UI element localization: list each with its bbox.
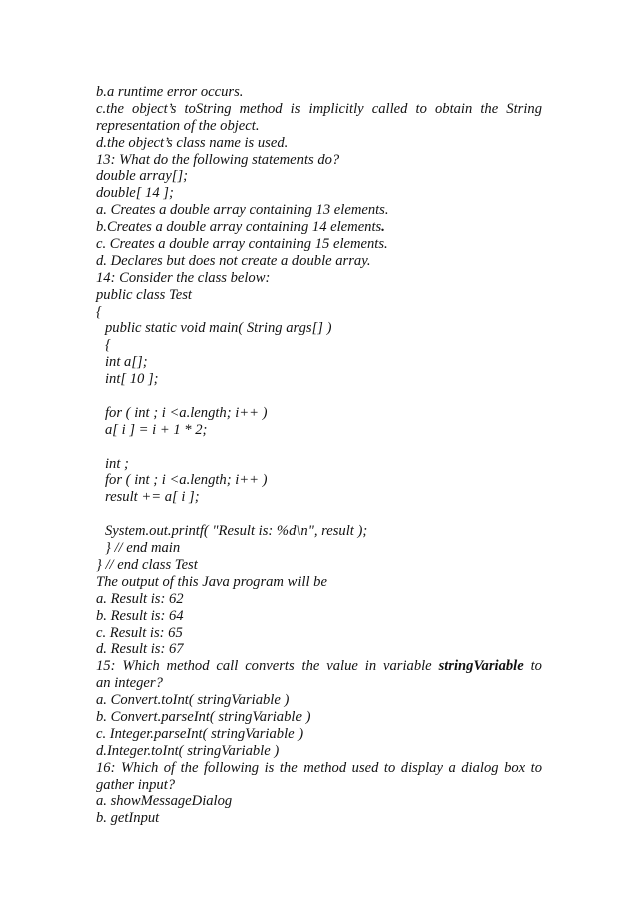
answer-option: c.the object’s toString method is implicitly called to obtain the String (96, 100, 542, 117)
answer-option (96, 219, 542, 236)
answer-option: d. Result is: 67 (96, 641, 184, 658)
code-line: public class Test (96, 286, 192, 303)
answer-option: d. Declares but does not create a double array. (96, 252, 371, 269)
answer-text: b.Creates a double array containing 14 elements (96, 219, 382, 236)
question-14: 14: Consider the class below: (96, 269, 271, 286)
code-line: a[ i ] = i + 1 * 2; (105, 421, 208, 438)
quiz-text (96, 84, 542, 827)
answer-option: c. Creates a double array containing 15 elements. (96, 236, 388, 253)
blank-line (96, 506, 542, 523)
answer-option: a. showMessageDialog (96, 793, 233, 810)
question-16-continuation: gather input? (96, 776, 176, 793)
answer-option-continuation: representation of the object. (96, 117, 260, 134)
question-16: 16: Which of the following is the method used to display a dialog box to (96, 759, 542, 776)
question-14-prompt: The output of this Java program will be (96, 573, 327, 590)
answer-option: b. getInput (96, 810, 160, 827)
question-15 (96, 658, 542, 675)
code-line: } // end class Test (96, 556, 198, 573)
code-line: { (105, 337, 111, 354)
code-line: System.out.printf( "Result is: %d\n", result ); (105, 523, 368, 540)
answer-option: c. Integer.parseInt( stringVariable ) (96, 725, 304, 742)
code-line: for ( int ; i <a.length; i++ ) (105, 472, 268, 489)
question-13: 13: What do the following statements do? (96, 151, 340, 168)
code-line: double[ 14 ]; (96, 185, 174, 202)
answer-option: a. Creates a double array containing 13 elements. (96, 202, 389, 219)
code-line: int a[]; (105, 354, 148, 371)
answer-option: a. Convert.toInt( stringVariable ) (96, 692, 290, 709)
answer-period: . (381, 219, 385, 236)
answer-option: b.a runtime error occurs. (96, 84, 244, 100)
code-line: public static void main( String args[] ) (105, 320, 332, 337)
answer-option: b. Convert.parseInt( stringVariable ) (96, 708, 311, 725)
code-line: int ; (105, 455, 129, 472)
answer-option: d.the object’s class name is used. (96, 134, 289, 151)
answer-option: d.Integer.toInt( stringVariable ) (96, 742, 280, 759)
code-line: result += a[ i ]; (105, 489, 200, 506)
blank-line (96, 439, 542, 456)
answer-option: c. Result is: 65 (96, 624, 183, 641)
code-line: { (96, 303, 102, 320)
code-line: for ( int ; i <a.length; i++ ) (105, 404, 268, 421)
code-line: double array[]; (96, 168, 189, 185)
code-line: } // end main (105, 540, 181, 557)
answer-option: a. Result is: 62 (96, 590, 184, 607)
blank-line (96, 388, 542, 405)
question-text: 15: Which method call converts the value in variable (96, 658, 432, 675)
question-15-continuation: an integer? (96, 675, 163, 692)
code-line: int[ 10 ]; (105, 371, 159, 388)
answer-option: b. Result is: 64 (96, 607, 184, 624)
question-text-end: to (530, 658, 542, 675)
variable-name: stringVariable (438, 658, 524, 675)
